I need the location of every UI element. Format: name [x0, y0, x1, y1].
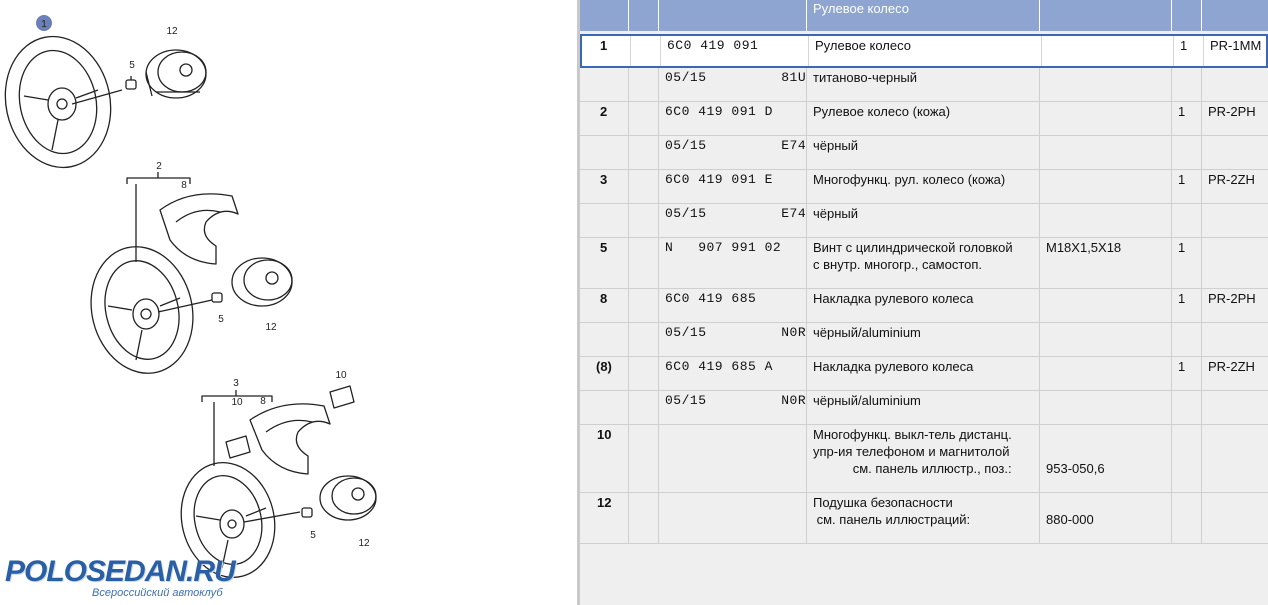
row-pos: 5 [600, 240, 608, 255]
row-pos: (8) [596, 359, 612, 374]
table-row[interactable] [580, 391, 1268, 425]
row-description: Накладка рулевого колеса [813, 359, 974, 374]
row-part-number: 05/15 N0R [665, 325, 807, 340]
parts-table [580, 0, 1268, 605]
row-description: чёрный/aluminium [813, 325, 921, 340]
header-col-note [1040, 0, 1172, 31]
bolt-5-drawing-3 [302, 508, 312, 517]
callout-1[interactable]: 1 [41, 19, 47, 30]
row-note-link[interactable]: 953-050,6 [1046, 461, 1105, 476]
row-description: Подушка безопасности см. панель иллюстраций: [813, 495, 971, 527]
row-part-number: 6C0 419 091 E [665, 172, 773, 187]
callout-5[interactable]: 5 [218, 314, 224, 325]
header-col-description [807, 0, 1040, 31]
row-pos: 2 [600, 104, 608, 119]
table-row[interactable] [580, 170, 1268, 204]
header-col-blank [629, 0, 659, 31]
row-model: PR-2ZH [1208, 359, 1255, 374]
callout-12[interactable]: 12 [358, 538, 370, 549]
airbag-12-drawing-2 [232, 258, 292, 306]
steering-wheel-1-drawing [0, 27, 123, 178]
row-part-number: 05/15 81U [665, 70, 807, 85]
callout-8[interactable]: 8 [181, 180, 187, 191]
callout-3[interactable]: 3 [233, 378, 239, 389]
cover-8-drawing-2 [250, 404, 330, 474]
row-model: PR-2ZH [1208, 172, 1255, 187]
row-note-link[interactable]: 880-000 [1046, 512, 1094, 527]
switch-10-drawing-1 [226, 436, 250, 458]
header-col-model [1202, 0, 1268, 31]
table-row[interactable] [580, 68, 1268, 102]
row-qty: 1 [1178, 359, 1186, 374]
callout-12[interactable]: 12 [265, 322, 277, 333]
table-row[interactable] [580, 425, 1268, 493]
airbag-12-drawing-3 [320, 476, 376, 520]
row-model: PR-2PH [1208, 104, 1256, 119]
table-row[interactable] [580, 323, 1268, 357]
callout-10[interactable]: 10 [231, 397, 243, 408]
row-part-number: 05/15 E74 [665, 206, 807, 221]
row-part-number: 6C0 419 685 A [665, 359, 773, 374]
row-pos: 8 [600, 291, 608, 306]
row-description: чёрный [813, 206, 859, 221]
row-qty: 1 [1178, 291, 1186, 306]
bolt-5-drawing-1 [126, 76, 136, 89]
callout-5[interactable]: 5 [129, 60, 135, 71]
row-part-number: 6C0 419 091 [667, 38, 759, 53]
table-row[interactable] [580, 102, 1268, 136]
row-qty: 1 [1180, 38, 1188, 53]
row-qty: 1 [1178, 172, 1186, 187]
header-col-qty [1172, 0, 1202, 31]
illustration-panel [0, 0, 577, 605]
row-description: Накладка рулевого колеса [813, 291, 974, 306]
callout-2[interactable]: 2 [156, 161, 162, 172]
row-part-number: 05/15 N0R [665, 393, 807, 408]
callout-10[interactable]: 10 [335, 370, 347, 381]
bolt-5-drawing-2 [212, 293, 222, 302]
row-description: чёрный [813, 138, 859, 153]
table-row-selected[interactable] [580, 34, 1268, 68]
row-qty: 1 [1178, 104, 1186, 119]
table-row[interactable] [580, 238, 1268, 289]
group-title: Рулевое колесо [813, 1, 910, 16]
table-row[interactable] [580, 289, 1268, 323]
airbag-12-drawing-1 [146, 50, 206, 98]
logo-tagline: Всероссийский автоклуб [92, 587, 223, 599]
cover-8-drawing-1 [160, 194, 238, 264]
row-description: Рулевое колесо (кожа) [813, 104, 951, 119]
header-col-number [659, 0, 807, 31]
row-model: PR-1MM [1210, 38, 1262, 53]
row-pos: 3 [600, 172, 608, 187]
switch-10-drawing-2 [330, 386, 354, 408]
row-part-number: 6C0 419 091 D [665, 104, 773, 119]
header-col-pos [580, 0, 629, 31]
row-description: чёрный/aluminium [813, 393, 921, 408]
callout-8[interactable]: 8 [260, 396, 266, 407]
callout-12[interactable]: 12 [166, 26, 178, 37]
row-description: титаново-черный [813, 70, 917, 85]
table-row[interactable] [580, 493, 1268, 544]
row-pos: 1 [600, 38, 608, 53]
row-qty: 1 [1178, 240, 1186, 255]
row-description: Многофункц. рул. колесо (кожа) [813, 172, 1006, 187]
exploded-parts-diagram [0, 0, 577, 605]
row-part-number: 05/15 E74 [665, 138, 807, 153]
table-row[interactable] [580, 204, 1268, 238]
table-row[interactable] [580, 357, 1268, 391]
row-pos: 10 [597, 427, 612, 442]
row-description: Винт с цилиндрической головкой с внутр. многогр., самостоп. [813, 240, 1013, 272]
row-description: Рулевое колесо [815, 38, 912, 53]
row-part-number: 6C0 419 685 [665, 291, 757, 306]
polosedan-logo: POLOSEDAN.RU [5, 555, 235, 588]
row-part-number: N 907 991 02 [665, 240, 782, 255]
parts-table-header [580, 0, 1268, 31]
row-description: Многофункц. выкл-тель дистанц. упр-ия телефоном и магнитолой см. панель иллюстр., поз.: [813, 427, 1012, 476]
row-pos: 12 [597, 495, 612, 510]
row-note: M18X1,5X18 [1046, 240, 1122, 255]
row-model: PR-2PH [1208, 291, 1256, 306]
table-row[interactable] [580, 136, 1268, 170]
callout-5[interactable]: 5 [310, 530, 316, 541]
